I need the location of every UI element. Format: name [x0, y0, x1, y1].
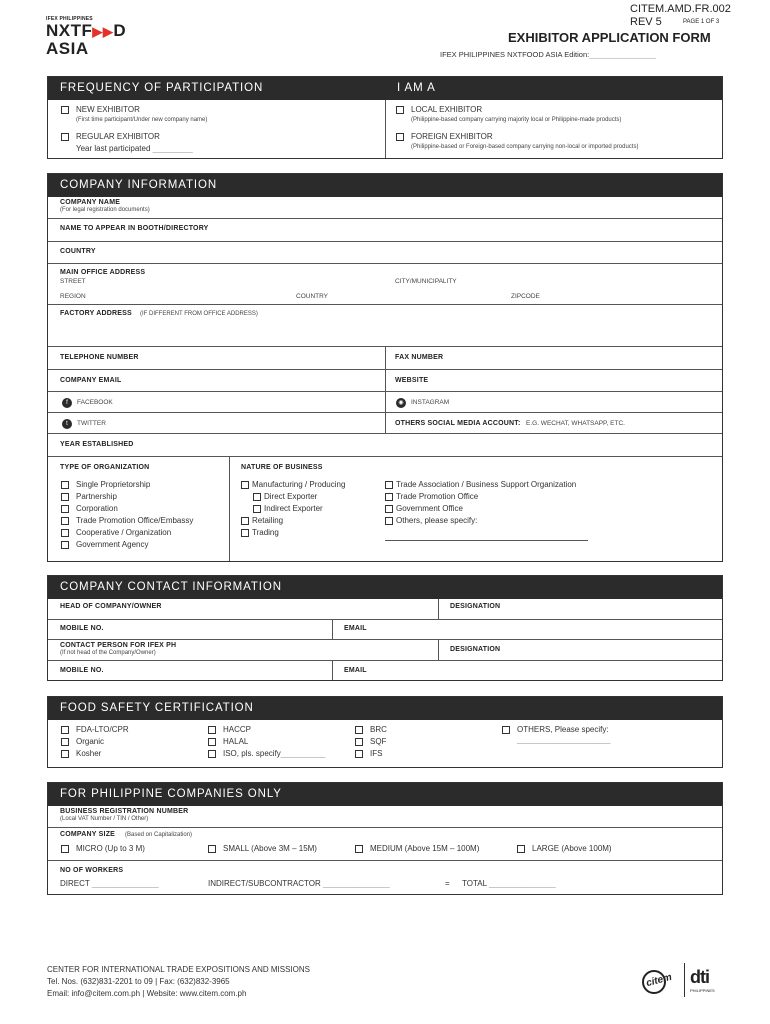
local-exhibitor-checkbox[interactable]	[396, 106, 404, 114]
frequency-header	[48, 77, 385, 100]
new-exhibitor-checkbox[interactable]	[61, 106, 69, 114]
divider	[385, 100, 386, 158]
citem-logo-text: citem	[645, 971, 674, 990]
ph-companies-header	[48, 783, 722, 806]
doc-code: CITEM.AMD.FR.002	[630, 3, 731, 15]
option-checkbox[interactable]	[61, 505, 69, 513]
brn-label: BUSINESS REGISTRATION NUMBER	[60, 808, 189, 815]
food-option: SQF	[370, 737, 387, 746]
instagram-icon: ◉	[396, 398, 406, 408]
divider	[229, 456, 230, 561]
type-org-option: Government Agency	[76, 540, 149, 549]
email2-label: EMAIL	[344, 667, 367, 674]
participation-section	[47, 76, 723, 159]
instagram-placeholder: INSTAGRAM	[411, 399, 450, 406]
direct-field[interactable]: _______________	[91, 879, 159, 888]
food-safety-title: FOOD SAFETY CERTIFICATION	[60, 702, 254, 714]
divider	[438, 599, 439, 619]
equals-sign: =	[445, 879, 450, 888]
nature-option: Manufacturing / Producing	[252, 480, 346, 489]
factory-sub: (IF DIFFERENT FROM OFFICE ADDRESS)	[140, 311, 258, 317]
option-checkbox[interactable]	[385, 505, 393, 513]
frequency-title: FREQUENCY OF PARTICIPATION	[60, 82, 264, 94]
edition-label: IFEX PHILIPPINES NXTFOOD ASIA Edition:	[440, 50, 590, 59]
company-info-title: COMPANY INFORMATION	[60, 179, 218, 191]
foreign-exhibitor-sub: (Philippine-based or Foreign-based company carrying non-local or imported products)	[411, 144, 639, 150]
logo-line2: ASIA	[46, 39, 89, 58]
page-indicator: PAGE 1 OF 3	[683, 19, 720, 25]
direct-label: DIRECT	[60, 879, 90, 888]
option-checkbox[interactable]	[385, 517, 393, 525]
option-checkbox[interactable]	[61, 529, 69, 537]
option-checkbox[interactable]	[61, 726, 69, 734]
company-info-section	[47, 173, 723, 562]
divider	[332, 619, 333, 639]
facebook-icon: f	[62, 398, 72, 408]
food-option: Kosher	[76, 749, 102, 758]
city-placeholder: CITY/MUNICIPALITY	[395, 278, 457, 285]
contact-info-title: COMPANY CONTACT INFORMATION	[60, 581, 282, 593]
company-size-sub: (Based on Capitalization)	[125, 832, 193, 838]
regular-exhibitor-label: REGULAR EXHIBITOR	[76, 132, 160, 141]
divider	[332, 660, 333, 680]
food-option: HALAL	[223, 737, 249, 746]
option-checkbox[interactable]	[253, 505, 261, 513]
food-option: Organic	[76, 737, 105, 746]
dti-logo	[690, 967, 722, 997]
company-size-label: COMPANY SIZE	[60, 831, 116, 838]
iam-title: I AM A	[397, 82, 436, 94]
others-checkbox[interactable]	[502, 726, 510, 734]
option-checkbox[interactable]	[208, 750, 216, 758]
year-established-label: YEAR ESTABLISHED	[60, 441, 134, 448]
ph-companies-title: FOR PHILIPPINE COMPANIES ONLY	[60, 788, 282, 800]
size-option: LARGE (Above 100M)	[532, 844, 612, 853]
option-checkbox[interactable]	[61, 517, 69, 525]
citem-logo	[640, 967, 678, 997]
food-others-field[interactable]: _____________________	[517, 735, 611, 744]
option-checkbox[interactable]	[355, 750, 363, 758]
street-placeholder: STREET	[60, 278, 86, 285]
nature-option: Indirect Exporter	[264, 504, 323, 513]
food-safety-section	[47, 696, 723, 768]
option-checkbox[interactable]	[355, 845, 363, 853]
company-info-header	[48, 174, 722, 197]
size-option: MEDIUM (Above 15M – 100M)	[370, 844, 480, 853]
mobile-label: MOBILE NO.	[60, 625, 104, 632]
email-label: EMAIL	[344, 625, 367, 632]
facebook-placeholder: FACEBOOK	[77, 399, 113, 406]
event-logo	[46, 16, 146, 58]
edition-line	[440, 50, 656, 59]
year-last-label	[76, 144, 193, 153]
divider	[438, 639, 439, 660]
option-checkbox[interactable]	[61, 750, 69, 758]
type-org-option: Trade Promotion Office/Embassy	[76, 516, 194, 525]
nature-option: Trade Promotion Office	[396, 492, 479, 501]
twitter-placeholder: TWITTER	[77, 420, 106, 427]
head-label: HEAD OF COMPANY/OWNER	[60, 603, 162, 610]
nature-option: Trading	[252, 528, 279, 537]
iso-field[interactable]: __________	[280, 749, 326, 758]
country2-placeholder: COUNTRY	[296, 293, 329, 300]
brn-sub: (Local VAT Number / TIN / Other)	[60, 816, 149, 822]
edition-field[interactable]: ________________	[589, 50, 656, 59]
total-label: TOTAL	[462, 879, 487, 888]
option-checkbox[interactable]	[61, 541, 69, 549]
main-office-label: MAIN OFFICE ADDRESS	[60, 269, 146, 276]
foreign-exhibitor-checkbox[interactable]	[396, 133, 404, 141]
telephone-label: TELEPHONE NUMBER	[60, 354, 139, 361]
food-option: FDA-LTO/CPR	[76, 725, 129, 734]
option-checkbox[interactable]	[61, 738, 69, 746]
option-checkbox[interactable]	[241, 517, 249, 525]
option-checkbox[interactable]	[517, 845, 525, 853]
other-social-label: OTHERS SOCIAL MEDIA ACCOUNT:	[395, 420, 521, 427]
type-org-option: Cooperative / Organization	[76, 528, 172, 537]
footer-org: CENTER FOR INTERNATIONAL TRADE EXPOSITIONS AND MISSIONS	[47, 965, 310, 974]
food-option: IFS	[370, 749, 383, 758]
option-checkbox[interactable]	[208, 845, 216, 853]
ph-companies-section	[47, 782, 723, 895]
company-name-sub: (For legal registration documents)	[60, 207, 150, 213]
option-checkbox[interactable]	[385, 481, 393, 489]
type-org-label: TYPE OF ORGANIZATION	[60, 464, 150, 471]
local-exhibitor-label: LOCAL EXHIBITOR	[411, 105, 483, 114]
option-checkbox[interactable]	[61, 493, 69, 501]
size-option: SMALL (Above 3M – 15M)	[223, 844, 317, 853]
designation2-label: DESIGNATION	[450, 646, 501, 653]
website-label: WEBSITE	[395, 377, 429, 384]
region-placeholder: REGION	[60, 293, 86, 300]
food-option	[223, 749, 325, 758]
logo-line1-end: D	[113, 21, 127, 40]
type-org-option: Single Proprietorship	[76, 480, 151, 489]
option-checkbox[interactable]	[241, 529, 249, 537]
option-checkbox[interactable]	[61, 481, 69, 489]
footer-phone: Tel. Nos. (632)831-2201 to 09 | Fax: (632)832-3965	[47, 977, 230, 986]
logo-divider	[684, 963, 685, 997]
rev-label: REV 5	[630, 16, 662, 28]
nature-option: Trade Association / Business Support Organization	[396, 480, 577, 489]
nature-option: Government Office	[396, 504, 463, 513]
form-title: EXHIBITOR APPLICATION FORM	[508, 30, 711, 45]
regular-exhibitor-checkbox[interactable]	[61, 133, 69, 141]
size-option: MICRO (Up to 3 M)	[76, 844, 145, 853]
food-option: HACCP	[223, 725, 252, 734]
logo-line1-start: NXTF	[46, 21, 93, 40]
total-field[interactable]: _______________	[488, 879, 556, 888]
total-workers	[462, 879, 556, 888]
fax-label: FAX NUMBER	[395, 354, 444, 361]
direct-workers	[60, 879, 159, 888]
footer-email: Email: info@citem.com.ph | Website: www.citem.com.ph	[47, 989, 247, 998]
option-checkbox[interactable]	[355, 726, 363, 734]
nature-option: Direct Exporter	[264, 492, 318, 501]
dti-logo-sub: PHILIPPINES	[690, 988, 715, 993]
booth-name-label: NAME TO APPEAR IN BOOTH/DIRECTORY	[60, 225, 209, 232]
contact-info-section	[47, 575, 723, 681]
local-exhibitor-sub: (Philippine-based company carrying majority local or Philippine-made products)	[411, 117, 622, 123]
new-exhibitor-sub: (First time participant/Under new company name)	[76, 117, 208, 123]
option-checkbox[interactable]	[241, 481, 249, 489]
dti-logo-text: dti	[690, 967, 709, 987]
logo-top-text: IFEX PHILIPPINES	[46, 16, 93, 22]
twitter-icon: t	[62, 419, 72, 429]
food-others-label: OTHERS, Please specify:	[517, 725, 609, 734]
option-checkbox[interactable]	[208, 738, 216, 746]
year-last-text: Year last participated	[76, 144, 151, 153]
indirect-field[interactable]: _______________	[322, 879, 390, 888]
type-org-option: Corporation	[76, 504, 118, 513]
type-org-option: Partnership	[76, 492, 117, 501]
indirect-workers	[208, 879, 390, 888]
divider	[385, 346, 386, 433]
foreign-exhibitor-label: FOREIGN EXHIBITOR	[411, 132, 493, 141]
indirect-label: INDIRECT/SUBCONTRACTOR	[208, 879, 321, 888]
iam-header	[385, 77, 722, 100]
option-checkbox[interactable]	[208, 726, 216, 734]
option-checkbox[interactable]	[253, 493, 261, 501]
designation-label: DESIGNATION	[450, 603, 501, 610]
other-social-placeholder: E.G. WECHAT, WHATSAPP, ETC.	[526, 420, 625, 427]
year-last-field[interactable]: _________	[152, 144, 193, 153]
nature-option: Others, please specify:	[396, 516, 478, 525]
nature-option: Retailing	[252, 516, 284, 525]
food-safety-header	[48, 697, 722, 720]
option-checkbox[interactable]	[61, 845, 69, 853]
nature-label: NATURE OF BUSINESS	[241, 464, 323, 471]
company-name-label: COMPANY NAME	[60, 199, 121, 206]
option-checkbox[interactable]	[385, 493, 393, 501]
contact-info-header	[48, 576, 722, 599]
contact-person-label: CONTACT PERSON FOR IFEX PH	[60, 642, 177, 649]
company-email-label: COMPANY EMAIL	[60, 377, 122, 384]
workers-label: NO OF WORKERS	[60, 867, 124, 874]
iso-label: ISO, pls. specify	[223, 749, 281, 758]
factory-label: FACTORY ADDRESS	[60, 310, 132, 317]
food-option: BRC	[370, 725, 387, 734]
food-arrows-icon: ▶▶	[92, 24, 114, 39]
option-checkbox[interactable]	[355, 738, 363, 746]
nature-others-field[interactable]	[385, 540, 588, 541]
country-label: COUNTRY	[60, 248, 96, 255]
contact-person-sub: (If not head of the Company/Owner)	[60, 650, 156, 656]
zip-placeholder: ZIPCODE	[511, 293, 540, 300]
new-exhibitor-label: NEW EXHIBITOR	[76, 105, 140, 114]
mobile2-label: MOBILE NO.	[60, 667, 104, 674]
